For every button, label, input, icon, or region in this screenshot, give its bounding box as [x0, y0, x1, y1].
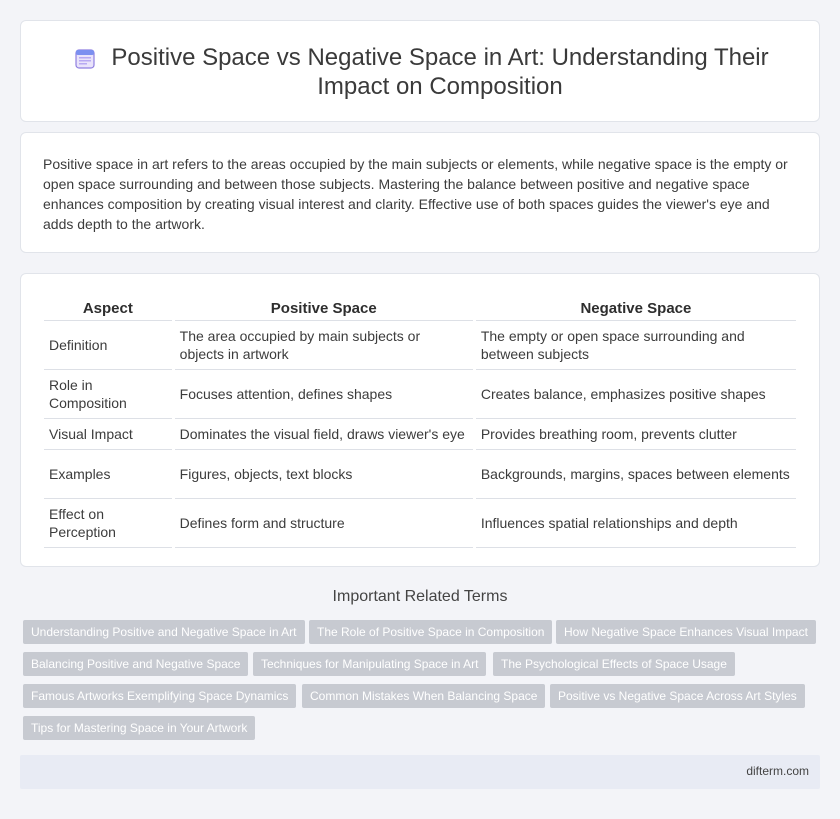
header-positive-space: Positive Space	[175, 294, 473, 321]
related-term-link[interactable]: The Psychological Effects of Space Usage	[493, 652, 735, 676]
comparison-table	[41, 294, 799, 548]
header-aspect: Aspect	[44, 294, 172, 321]
row-aspect: Role in Composition	[44, 370, 172, 419]
row-aspect: Visual Impact	[44, 419, 172, 450]
header-negative-space: Negative Space	[476, 294, 796, 321]
row-positive: Focuses attention, defines shapes	[175, 370, 473, 419]
row-negative: Backgrounds, margins, spaces between elements	[476, 450, 796, 499]
row-aspect: Definition	[44, 321, 172, 370]
row-negative: Creates balance, emphasizes positive shapes	[476, 370, 796, 419]
related-term-link[interactable]: Understanding Positive and Negative Space in Art	[23, 620, 305, 644]
table-row	[44, 450, 796, 499]
table-header-row	[44, 294, 796, 321]
footer	[20, 755, 820, 789]
title-card	[20, 20, 820, 122]
site-name[interactable]: difterm.com	[746, 764, 809, 778]
row-positive: Defines form and structure	[175, 499, 473, 548]
related-term-link[interactable]: Common Mistakes When Balancing Space	[302, 684, 545, 708]
row-aspect: Examples	[44, 450, 172, 499]
related-term-link[interactable]: How Negative Space Enhances Visual Impact	[556, 620, 816, 644]
intro-paragraph: Positive space in art refers to the areas occupied by the main subjects or elements, while negative space is the empty or open space surrounding and between those subjects. Mastering the balance between positive and negative space enhances composition by creating visual interest and clarity. Effective use of both spaces guides the viewer's eye and adds depth to the artwork.	[43, 156, 788, 232]
related-term-link[interactable]: Positive vs Negative Space Across Art Styles	[550, 684, 805, 708]
intro-card	[20, 132, 820, 253]
related-terms-heading: Important Related Terms	[332, 588, 508, 605]
table-row	[44, 321, 796, 370]
row-positive: Figures, objects, text blocks	[175, 450, 473, 499]
related-term-link[interactable]: Balancing Positive and Negative Space	[23, 652, 248, 676]
related-term-link[interactable]: Famous Artworks Exemplifying Space Dynamics	[23, 684, 296, 708]
related-term-link[interactable]: The Role of Positive Space in Composition	[309, 620, 552, 644]
row-negative: The empty or open space surrounding and between subjects	[476, 321, 796, 370]
table-row	[44, 499, 796, 548]
comparison-card	[20, 273, 820, 567]
related-term-link[interactable]: Techniques for Manipulating Space in Art	[253, 652, 486, 676]
row-negative: Provides breathing room, prevents clutter	[476, 419, 796, 450]
page-title: Positive Space vs Negative Space in Art: Understanding Their Impact on Composition	[111, 44, 769, 100]
related-term-link[interactable]: Tips for Mastering Space in Your Artwork	[23, 716, 255, 740]
table-row	[44, 370, 796, 419]
table-row	[44, 419, 796, 450]
row-positive: The area occupied by main subjects or objects in artwork	[175, 321, 473, 370]
row-aspect: Effect on Perception	[44, 499, 172, 548]
row-negative: Influences spatial relationships and depth	[476, 499, 796, 548]
row-positive: Dominates the visual field, draws viewer's eye	[175, 419, 473, 450]
